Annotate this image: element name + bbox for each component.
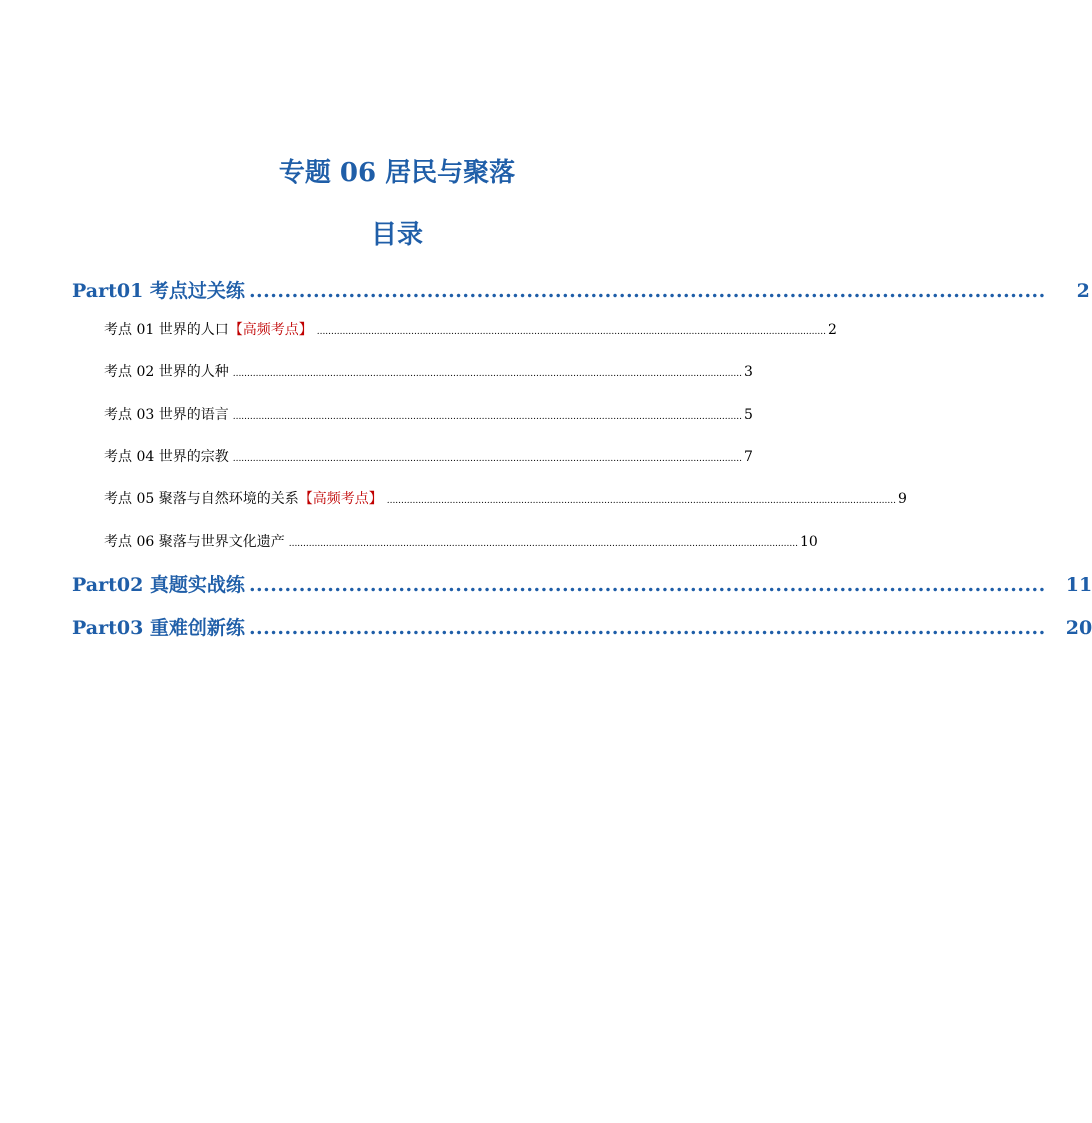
- toc-part-02[interactable]: [72, 570, 1092, 600]
- toc-topic-label: 考点 01 世界的人口: [104, 322, 229, 338]
- toc-topic-01[interactable]: [72, 319, 837, 343]
- toc-leader: ..................................................................................................................................................................................: [316, 327, 826, 337]
- toc-topic-02[interactable]: [72, 361, 753, 385]
- toc-topic-03[interactable]: [72, 404, 753, 428]
- toc-topic-label: 考点 02 世界的人种: [104, 364, 229, 380]
- toc-page-number: 7: [743, 449, 753, 465]
- toc-leader: ..................................................................................................................................................................................: [288, 539, 798, 549]
- toc-topic-06[interactable]: [72, 531, 818, 555]
- toc-page-number: 2: [1076, 280, 1090, 302]
- toc-leader: ..................................................................................................................................................................................: [232, 412, 742, 422]
- toc-topic-label: 考点 06 聚落与世界文化遗产: [104, 534, 285, 550]
- toc-part-01[interactable]: [72, 276, 1090, 306]
- toc-leader: ..................................................................................................................................................................................: [232, 454, 742, 464]
- toc-part-label: Part01 考点过关练: [72, 280, 245, 302]
- toc-part-label: Part02 真题实战练: [72, 574, 245, 596]
- toc-leader: ..................................................................................................................................................................................: [386, 496, 896, 506]
- toc-leader: ................................................................................................................: [248, 617, 1046, 639]
- toc-page-number: 10: [799, 534, 818, 550]
- toc-page-number: 20: [1065, 617, 1092, 639]
- toc-topic-label: 考点 05 聚落与自然环境的关系: [104, 491, 299, 507]
- toc-page-number: 2: [827, 322, 837, 338]
- toc-topic-highlight: 【高频考点】: [228, 322, 313, 338]
- toc-leader: ................................................................................................................: [248, 574, 1046, 596]
- toc-topic-label: 考点 03 世界的语言: [104, 407, 229, 423]
- toc-part-label: Part03 重难创新练: [72, 617, 245, 639]
- toc-page-number: 5: [743, 407, 753, 423]
- page-title: 专题 06 居民与聚落: [278, 158, 516, 188]
- toc-page-number: 9: [897, 491, 907, 507]
- toc-leader: ................................................................................................................: [248, 280, 1046, 302]
- toc-topic-04[interactable]: [72, 446, 753, 470]
- toc-page-number: 11: [1065, 574, 1092, 596]
- toc-topic-label: 考点 04 世界的宗教: [104, 449, 229, 465]
- toc-topic-highlight: 【高频考点】: [298, 491, 383, 507]
- toc-leader: ..................................................................................................................................................................................: [232, 369, 742, 379]
- toc-part-03[interactable]: [72, 613, 1092, 643]
- toc-topic-05[interactable]: [72, 488, 907, 512]
- toc-page-number: 3: [743, 364, 753, 380]
- toc-heading: 目录: [370, 220, 423, 250]
